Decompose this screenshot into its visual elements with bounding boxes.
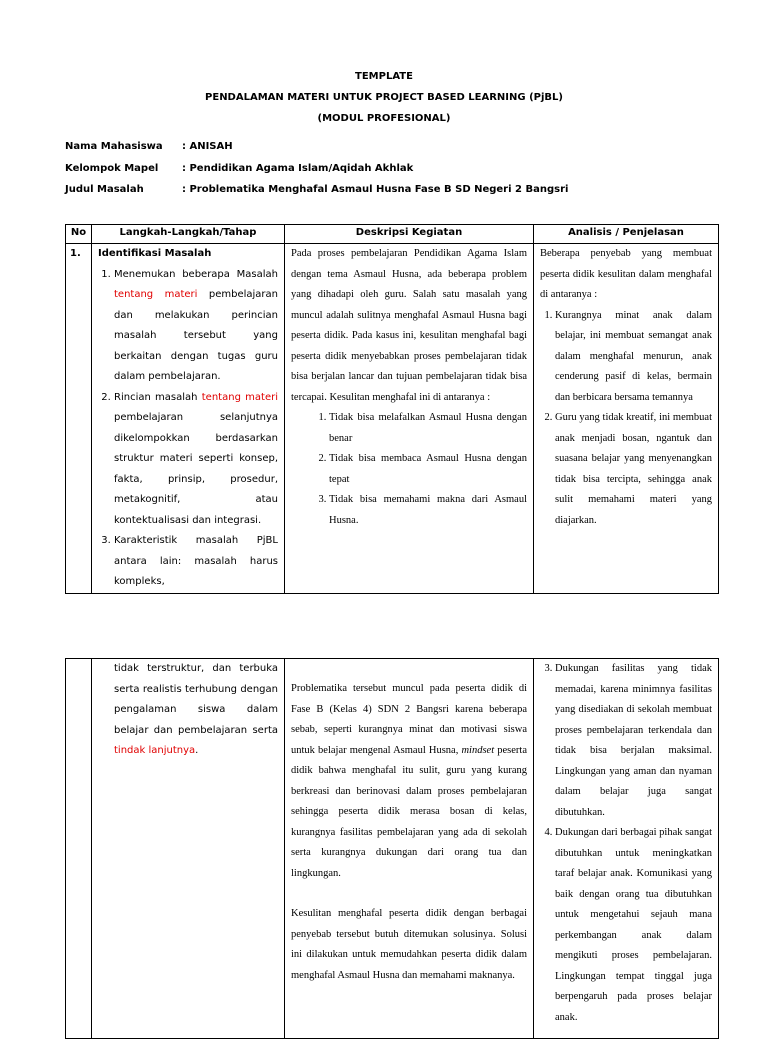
description-list (291, 408, 527, 531)
col-header-description: Deskripsi Kegiatan (285, 225, 534, 244)
row-number-continued (66, 659, 92, 1039)
step-item: 3. Karakteristik masalah PjBL antara lain: masalah harus kompleks, (114, 531, 278, 593)
problem-table-part2 (65, 658, 719, 1039)
description-intro: Pada proses pembelajaran Pendidikan Agama Islam dengan tema Asmaul Husna, ada beberapa problem yang dihadapi oleh guru. Salah satu masalah yang muncul adalah sulitnya menghafal Asmaul Husna bagi peserta didik. Pada kasus ini, kesulitan menghafal bagi peserta didik menyebabkan proses pembelajaran tidak bisa berjalan lancar dan tujuan pembelajaran tidak bisa tercapai. Kesulitan menghafal ini di antaranya : (291, 248, 527, 403)
analysis-item: 1. Kurangnya minat anak dalam belajar, ini membuat semangat anak dalam menghafal menurun, anak cenderung pasif di kelas, bermain dan berbicara bersama temannya (555, 306, 712, 409)
doc-title: PENDALAMAN MATERI UNTUK PROJECT BASED LEARNING (PjBL) (205, 92, 563, 103)
steps-list (98, 265, 278, 593)
meta-value: : ANISAH (182, 141, 233, 152)
steps-cell (92, 244, 285, 594)
step-item-continued: tidak terstruktur, dan terbuka serta realistis terhubung dengan pengalaman siswa dalam belajar dan pembelajaran serta tindak lanjutnya. (114, 663, 278, 756)
meta-label: Nama Mahasiswa (65, 141, 163, 152)
problem-table-part1 (65, 224, 719, 594)
description-paragraph: Kesulitan menghafal peserta didik dengan berbagai penyebab tersebut butuh ditemukan solusinya. Solusi ini dilakukan untuk memudahkan peserta didik dalam menghafal Asmaul Husna dan memahami maknanya. (291, 908, 527, 981)
meta-label: Judul Masalah (65, 184, 144, 195)
col-header-no: No (66, 225, 92, 244)
description-item: 3. Tidak bisa memahami makna dari Asmaul Husna. (329, 490, 527, 531)
analysis-item: 4. Dukungan dari berbagai pihak sangat dibutuhkan untuk meningkatkan taraf belajar anak. Komunikasi yang baik dengan orang tua dibutuhkan untuk mengetahui sejauh mana perkembangan anak dalam mengikuti proses pembelajaran. Lingkungan tempat tinggal juga berpengaruh pada proses belajar anak. (555, 823, 712, 1028)
meta-value: : Problematika Menghafal Asmaul Husna Fase B SD Negeri 2 Bangsri (182, 184, 569, 195)
row-number: 1. (66, 244, 92, 594)
doc-subtitle: (MODUL PROFESIONAL) (317, 113, 451, 124)
meta-value: : Pendidikan Agama Islam/Aqidah Akhlak (182, 163, 414, 174)
analysis-cell (534, 244, 719, 594)
analysis-item: 2. Guru yang tidak kreatif, ini membuat anak menjadi bosan, ngantuk dan suasana belajar yang menyenangkan tidak bisa tercipta, sehingga anak sulit memahami materi yang diajarkan. (555, 408, 712, 531)
analysis-list-continued (540, 659, 712, 1028)
analysis-item: 3. Dukungan fasilitas yang tidak memadai, karena minimnya fasilitas yang disediakan di sekolah membuat proses pembelajaran terkendala dan tidak bisa berjalan maksimal. Lingkungan yang aman dan nyaman dalam belajar juga sangat dibutuhkan. (555, 659, 712, 823)
description-item: 2. Tidak bisa membaca Asmaul Husna dengan tepat (329, 449, 527, 490)
doc-template-label: TEMPLATE (355, 71, 413, 82)
description-paragraph: Problematika tersebut muncul pada peserta didik di Fase B (Kelas 4) SDN 2 Bangsri karena beberapa sebab, seperti kurangnya minat dan motivasi siswa untuk belajar mengenal Asmaul Husna, mindset peserta didik bahwa menghafal itu sulit, guru yang kurang berkreasi dan berinovasi dalam proses pembelajaran sehingga peserta didik merasa bosan di kelas, kurangnya fasilitas pembelajaran yang ada di sekolah serta kurangnya dukungan dari orang tua dan lingkungan. (291, 683, 527, 879)
analysis-list (540, 306, 712, 532)
step-item: 1. Menemukan beberapa Masalah tentang materi pembelajaran dan melakukan perincian masalah tersebut yang berkaitan dengan tugas guru dalam pembelajaran. (114, 265, 278, 388)
step-item: 2. Rincian masalah tentang materi pembelajaran selanjutnya dikelompokkan berdasarkan struktur materi seperti konsep, fakta, prinsip, prosedur, metakognitif, atau kontektualisasi dan integrasi. (114, 388, 278, 532)
meta-label: Kelompok Mapel (65, 163, 159, 174)
col-header-analysis: Analisis / Penjelasan (534, 225, 719, 244)
steps-title: Identifikasi Masalah (98, 248, 212, 259)
steps-cell-continued (92, 659, 285, 1039)
description-item: 1. Tidak bisa melafalkan Asmaul Husna dengan benar (329, 408, 527, 449)
description-cell (285, 244, 534, 594)
analysis-intro: Beberapa penyebab yang membuat peserta didik kesulitan dalam menghafal di antaranya : (540, 248, 712, 300)
description-cell-continued (285, 659, 534, 1039)
analysis-cell-continued (534, 659, 719, 1039)
col-header-steps: Langkah-Langkah/Tahap (92, 225, 285, 244)
